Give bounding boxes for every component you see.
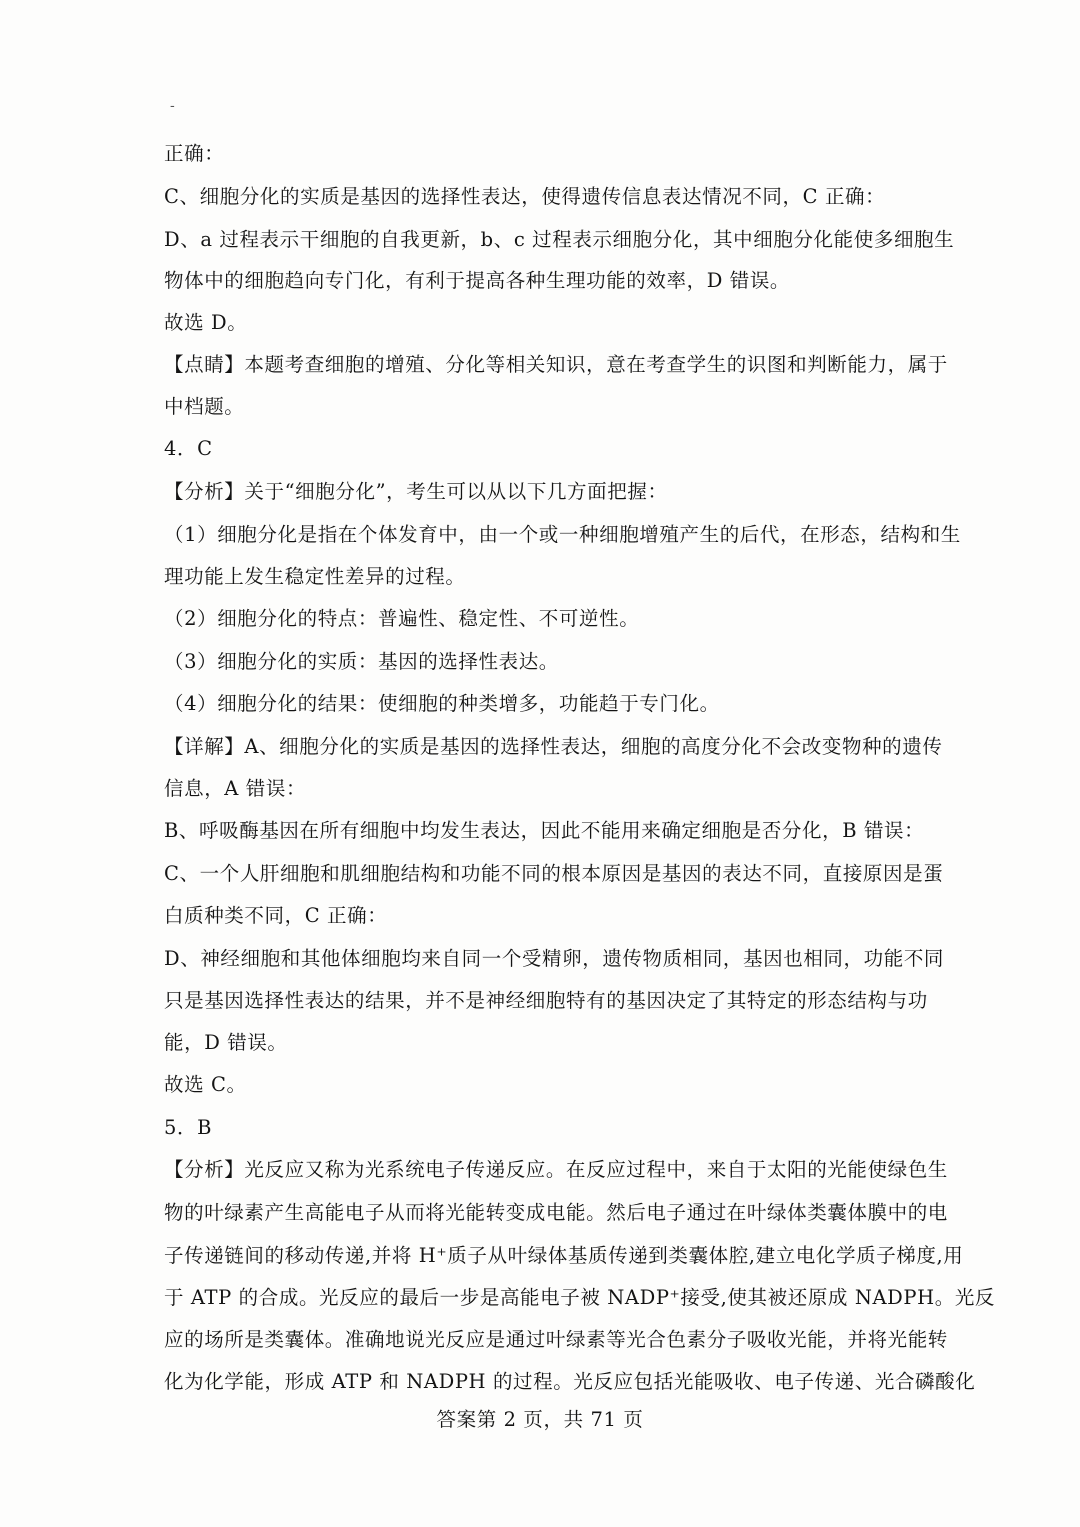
question-number: 5．B bbox=[164, 1116, 213, 1139]
text-line: （3）细胞分化的实质：基因的选择性表达。 bbox=[164, 650, 559, 673]
text-line: 白质种类不同，C 正确： bbox=[164, 904, 388, 927]
text-line: D、a 过程表示干细胞的自我更新，b、c 过程表示细胞分化，其中细胞分化能使多细胞生 bbox=[164, 228, 955, 251]
text-line: 信息，A 错误： bbox=[164, 777, 307, 800]
text-line: D、神经细胞和其他体细胞均来自同一个受精卵，遗传物质相同，基因也相同，功能不同 bbox=[164, 947, 945, 970]
text-line: 于 ATP 的合成。光反应的最后一步是高能电子被 NADP⁺接受,使其被还原成 NADPH。光反 bbox=[164, 1286, 996, 1309]
text-line: 中档题。 bbox=[164, 395, 245, 418]
text-line: 【分析】关于“细胞分化”，考生可以从以下几方面把握： bbox=[164, 480, 668, 503]
text-line: 【分析】光反应又称为光系统电子传递反应。在反应过程中，来自于太阳的光能使绿色生 bbox=[164, 1158, 948, 1181]
text-line: 物的叶绿素产生高能电子从而将光能转变成电能。然后电子通过在叶绿体类囊体膜中的电 bbox=[164, 1201, 948, 1224]
text-line: （4）细胞分化的结果：使细胞的种类增多，功能趋于专门化。 bbox=[164, 692, 720, 715]
text-line: 只是基因选择性表达的结果，并不是神经细胞特有的基因决定了其特定的形态结构与功 bbox=[164, 989, 928, 1012]
text-line: 正确： bbox=[164, 142, 225, 165]
text-line: B、呼吸酶基因在所有细胞中均发生表达，因此不能用来确定细胞是否分化，B 错误： bbox=[164, 819, 925, 842]
text-line: 故选 C。 bbox=[164, 1073, 247, 1096]
text-line: （2）细胞分化的特点：普遍性、稳定性、不可逆性。 bbox=[164, 607, 640, 630]
text-line: （1）细胞分化是指在个体发育中，由一个或一种细胞增殖产生的后代，在形态，结构和生 bbox=[164, 523, 961, 546]
text-line: 故选 D。 bbox=[164, 311, 248, 334]
stray-mark: - bbox=[170, 98, 175, 114]
page-footer: 答案第 2 页，共 71 页 bbox=[436, 1408, 644, 1431]
text-line: 子传递链间的移动传递,并将 H⁺质子从叶绿体基质传递到类囊体腔,建立电化学质子梯度,用 bbox=[164, 1244, 964, 1267]
text-line: 【详解】A、细胞分化的实质是基因的选择性表达，细胞的高度分化不会改变物种的遗传 bbox=[164, 735, 943, 758]
text-line: 化为化学能，形成 ATP 和 NADPH 的过程。光反应包括光能吸收、电子传递、光合磷酸化 bbox=[164, 1370, 976, 1393]
text-line: 物体中的细胞趋向专门化，有利于提高各种生理功能的效率，D 错误。 bbox=[164, 269, 791, 292]
text-line: 应的场所是类囊体。准确地说光反应是通过叶绿素等光合色素分子吸收光能，并将光能转 bbox=[164, 1328, 948, 1351]
text-line: C、细胞分化的实质是基因的选择性表达，使得遗传信息表达情况不同，C 正确： bbox=[164, 185, 886, 208]
text-line: 能，D 错误。 bbox=[164, 1031, 288, 1054]
text-line: 理功能上发生稳定性差异的过程。 bbox=[164, 565, 466, 588]
text-line: C、一个人肝细胞和肌细胞结构和功能不同的根本原因是基因的表达不同，直接原因是蛋 bbox=[164, 862, 944, 885]
question-number: 4．C bbox=[164, 437, 213, 460]
text-line: 【点睛】本题考查细胞的增殖、分化等相关知识，意在考查学生的识图和判断能力，属于 bbox=[164, 353, 948, 376]
